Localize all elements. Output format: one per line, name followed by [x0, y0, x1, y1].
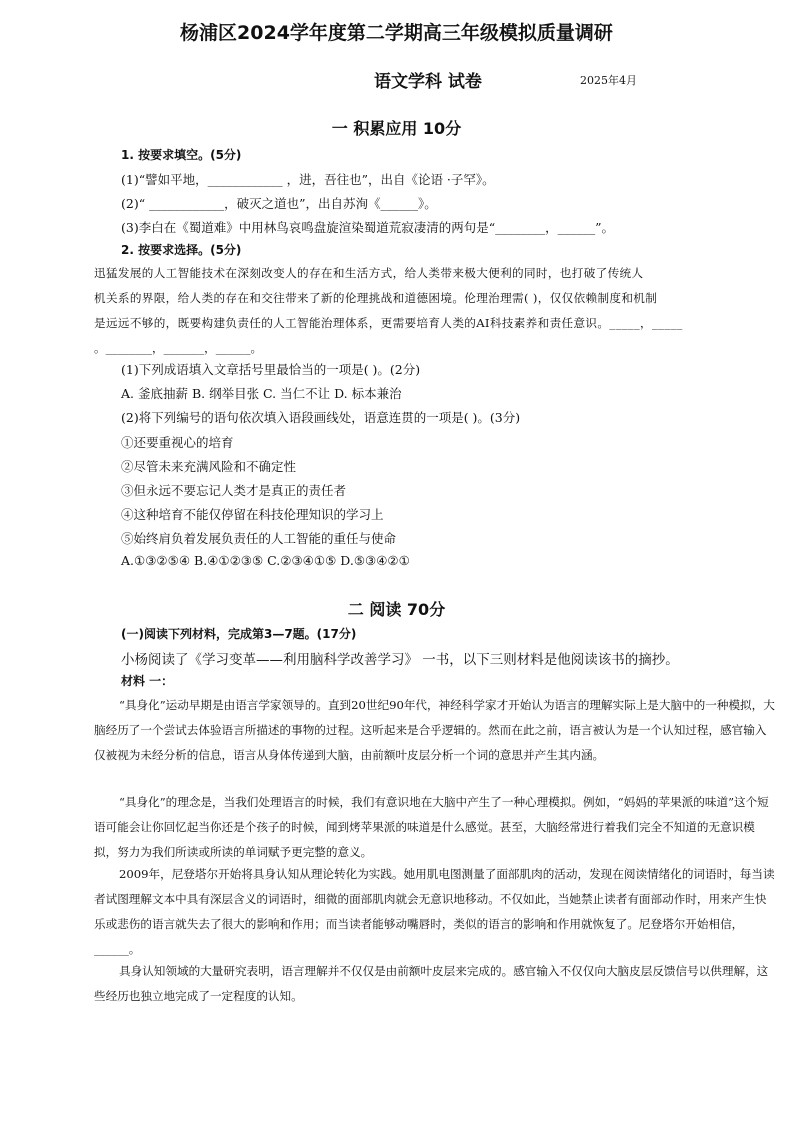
passage-line: 迅猛发展的人工智能技术在深刻改变人的存在和生活方式，给人类带来极大便利的同时，也打破了传统人: [94, 266, 644, 280]
material-paragraph: 具身认知领域的大量研究表明，语言理解并不仅仅是由前额叶皮层来完成的。感官输入不仅仅向大脑皮层反馈信号以供理解，这些经历也独立地完成了一定程度的认知。: [94, 964, 769, 1003]
reading-part-label: (一)阅读下列材料，完成第3—7题。(17分): [121, 627, 357, 641]
material-paragraph: “具身化”的理念是，当我们处理语言的时候，我们有意识地在大脑中产生了一种心理模拟。例如，“妈妈的苹果派的味道”这个短语可能会让你回忆起当你还是个孩子的时候，闻到烤苹果派的味道是什么感觉。甚至，大脑经常进行着我们完全不知道的无意识模拟，努力为我们所读或所读的单词赋予更完整的意义。: [94, 795, 769, 859]
question-1-item: (1)“譬如平地，____________ ，进，吾往也”，出自《论语 ·子罕》。: [121, 172, 495, 187]
question-2-sub2-options: A.①③②⑤④ B.④①②③⑤ C.②③④①⑤ D.⑤③④②①: [121, 553, 410, 568]
question-2-label: 2. 按要求选择。(5分): [121, 243, 242, 257]
section-heading-accumulation: 一 积累应用 10分: [331, 119, 462, 138]
passage-line: 机关系的界限，给人类的存在和交往带来了新的伦理挑战和道德困境。伦理治理需( )，仅仅依赖制度和机制: [94, 291, 658, 305]
subject-label: 语文学科 试卷: [374, 72, 482, 92]
question-2-sub1: (1)下列成语填入文章括号里最恰当的一项是( )。(2分): [121, 362, 421, 377]
question-1-label: 1. 按要求填空。(5分): [121, 148, 242, 162]
reading-lead: 小杨阅读了《学习变革——利用脑科学改善学习》 一书，以下三则材料是他阅读该书的摘抄。: [121, 652, 679, 668]
numbered-sentence: ②尽管未来充满风险和不确定性: [121, 459, 297, 474]
passage-line: 。________，_______，______。: [94, 341, 263, 355]
exam-date: 2025年4月: [580, 74, 637, 87]
material-paragraph: 2009年，尼登塔尔开始将具身认知从理论转化为实践。她用肌电图测量了面部肌肉的活动，发现在阅读情绪化的词语时，每当读者试图理解文本中具有深层含义的词语时，细微的面部肌肉就会无意识地移动。不仅如此，当她禁止读者有面部动作时，用来产生快乐或悲伤的语言就失去了很大的影响和作用；而当读者能够动嘴唇时，类似的语言的影响和作用就恢复了。尼登塔尔开始相信，______。: [94, 867, 775, 956]
question-1-item: (3)李白在《蜀道难》中用林鸟哀鸣盘旋渲染蜀道荒寂凄清的两句是“________，______”。: [121, 220, 614, 235]
material-paragraph: “具身化”运动早期是由语言学家领导的。直到20世纪90年代，神经科学家才开始认为语言的理解实际上是大脑中的一种模拟，大脑经历了一个尝试去体验语言所描述的事物的过程。这听起来是合乎逻辑的。然而在此之前，语言被认为是一个认知过程，感官输入仅被视为未经分析的信息，语言从身体传递到大脑，由前额叶皮层分析一个词的意思并产生其内涵。: [94, 698, 775, 762]
material-label: 材料 一：: [121, 674, 174, 688]
exam-title: 杨浦区2024学年度第二学期高三年级模拟质量调研: [180, 22, 613, 44]
numbered-sentence: ⑤始终肩负着发展负责任的人工智能的重任与使命: [121, 531, 397, 546]
section-heading-reading: 二 阅读 70分: [347, 600, 446, 619]
passage-line: 是远远不够的，既要构建负责任的人工智能治理体系，更需要培育人类的AI科技素养和责任意识。_____，_____: [94, 316, 683, 330]
question-2-sub2: (2)将下列编号的语句依次填入语段画线处，语意连贯的一项是( )。(3分): [121, 410, 521, 425]
question-2-sub1-options: A. 釜底抽薪 B. 纲举目张 C. 当仁不让 D. 标本兼治: [121, 386, 402, 401]
numbered-sentence: ④这种培育不能仅停留在科技伦理知识的学习上: [121, 507, 384, 522]
question-1-item: (2)“ ____________，破灭之道也”，出自苏洵《______》。: [121, 196, 437, 211]
numbered-sentence: ③但永远不要忘记人类才是真正的责任者: [121, 483, 347, 498]
numbered-sentence: ①还要重视心的培育: [121, 435, 234, 450]
